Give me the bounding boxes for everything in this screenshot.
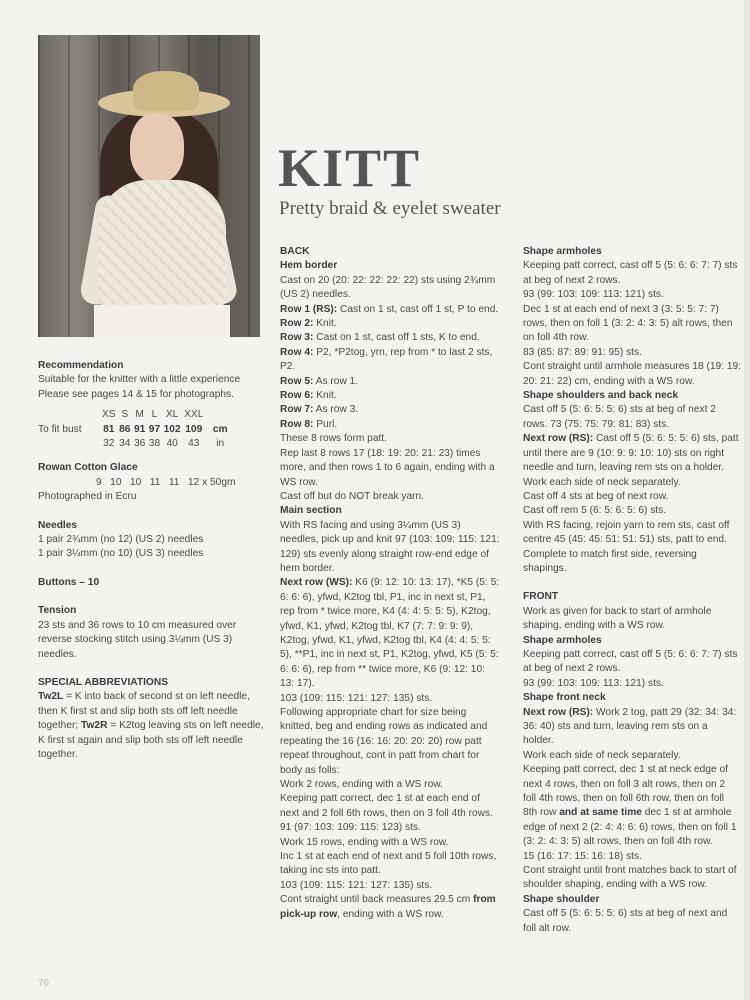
bust-in-row [38, 437, 231, 451]
row-text: Cast on 1 st, cast off 1 sts, K to end. [313, 332, 480, 344]
shaping-column [523, 245, 741, 936]
row-term: Row 4: [280, 346, 314, 358]
cont-text: Cont straight until back measures 29.5 cm [280, 894, 474, 906]
shoulders-text: Cast off rem 5 (6: 5: 6: 5: 6) sts. [523, 505, 667, 517]
main-text: Work 15 rows, ending with a WS row. [280, 836, 449, 848]
row-text: Cast on 1 st, cast off 1 st, P to end. [337, 303, 499, 315]
row-instruction [280, 331, 500, 345]
row-text: Knit. [313, 390, 337, 402]
front-neck-text: 15 (16: 17: 15: 16: 18) sts. [523, 850, 642, 862]
size-label: XXL [184, 409, 204, 421]
front-neck-heading: Shape front neck [523, 692, 606, 704]
size-label: XL [165, 409, 179, 421]
front-armholes-text: 93 (99: 103: 109: 113: 121) sts. [523, 677, 664, 689]
main-text: Following appropriate chart for size being knitted, beg and ending rows as indicated and repeating the 16 (16: 16: 20: 20: 20) row patt repeat throughout, cont in patt from chart for body as folls: [280, 707, 488, 776]
needles-heading: Needles [38, 519, 78, 531]
main-text: 91 (97: 103: 109: 115: 123) sts. [280, 822, 421, 834]
armholes-text: Cont straight until armhole measures 18 (19: 19: 20: 21: 22) cm, ending with a WS row. [523, 361, 742, 387]
shoulders-next-row [523, 432, 741, 475]
armholes-text: Keeping patt correct, cast off 5 (5: 6: 6: 7: 7) sts at beg of next 2 rows. [523, 260, 738, 286]
front-shoulder-heading: Shape shoulder [523, 893, 600, 905]
front-armholes-heading: Shape armholes [523, 634, 602, 646]
next-row-term: Next row (WS): [280, 577, 353, 589]
size-label: XS [102, 409, 116, 421]
tw2l-text: = K into back of second st on left needle, then K first st and slip both sts off left needle together; [38, 691, 250, 732]
row-instruction [280, 303, 500, 317]
back-heading: BACK [280, 246, 310, 257]
bust-in: 32 [103, 438, 115, 450]
size-table [38, 408, 231, 451]
front-intro: Work as given for back to start of armhole shaping, ending with a WS row. [523, 605, 712, 632]
row-instruction [280, 389, 500, 403]
row-term: Row 2: [280, 318, 314, 330]
recommendation-line: Please see pages 14 & 15 for photographs. [38, 388, 234, 400]
neck-bold: and at same time [559, 807, 642, 819]
tw2l-term: Tw2L [38, 691, 64, 703]
bust-in: 34 [119, 438, 131, 450]
front-neck-text: Work each side of neck separately. [523, 749, 681, 761]
in-unit: in [216, 438, 225, 450]
front-heading: FRONT [523, 591, 559, 603]
shoulders-intro: Cast off 5 (5: 6: 5: 5: 6) sts at beg of next 2 rows. 73 (75: 75: 79: 81: 83) sts. [523, 404, 716, 430]
row-instruction [280, 418, 500, 432]
bust-cm: 81 [103, 423, 115, 435]
cast-on-text: Cast on 20 (20: 22: 22: 22: 22) sts using 2¾mm (US 2) needles. [280, 274, 496, 301]
yarn-note: Photographed in Ecru [38, 491, 137, 503]
fit-label: To fit bust [38, 423, 82, 435]
row-text: Knit. [313, 318, 337, 330]
front-next-row [523, 706, 741, 749]
page-title: KITT [278, 138, 422, 198]
row-term: Row 6: [280, 390, 314, 402]
needles-line: 1 pair 3¼mm (no 10) (US 3) needles [38, 548, 204, 560]
main-text: 103 (109: 115: 121: 127: 135) sts. [280, 879, 433, 891]
abbreviations-heading: SPECIAL ABBREVIATIONS [38, 676, 168, 688]
armholes-heading: Shape armholes [523, 246, 602, 257]
row-instruction [280, 403, 500, 417]
back-column [280, 245, 500, 922]
yarn-amounts: 9 10 10 11 11 12 x 50gm [96, 476, 236, 488]
hem-text: These 8 rows form patt. [280, 433, 388, 445]
bust-cm-row [38, 423, 231, 437]
cont-end: , ending with a WS row. [337, 908, 444, 920]
neck-text-b: dec 1 st at armhole edge of next 2 (2: 4: 4: 6: 6) rows, then on foll 1 (3: 2: 4: 3: 5) alt rows, then on foll 4th row. [523, 807, 737, 848]
bust-in: 40 [166, 438, 178, 450]
bust-in: 38 [148, 438, 161, 450]
row-text: As row 3. [313, 404, 359, 416]
buttons-text: Buttons – 10 [38, 576, 100, 588]
cont-bold: from pick-up row [280, 894, 496, 920]
size-label: M [135, 409, 144, 421]
row-term: Row 7: [280, 404, 314, 416]
tw2r-term: Tw2R [81, 720, 108, 732]
size-label: L [151, 409, 158, 421]
page-number: 76 [38, 978, 50, 989]
next-row-instruction [280, 576, 500, 691]
front-armholes-text: Keeping patt correct, cast off 5 (5: 6: 6: 7: 7) sts at beg of next 2 rows. [523, 648, 738, 675]
row-term: Row 3: [280, 332, 314, 344]
bust-cm: 97 [148, 423, 161, 435]
main-text: Inc 1 st at each end of next and 5 foll 10th rows, taking inc sts into patt. [280, 851, 497, 877]
bust-cm: 102 [163, 423, 181, 435]
page-edge [744, 0, 750, 1000]
needles-line: 1 pair 2¾mm (no 12) (US 2) needles [38, 534, 204, 546]
armholes-text: Dec 1 st at each end of next 3 (3: 5: 5: 7: 7) rows, then on foll 1 (3: 2: 4: 3: 5) alt rows, then on foll 4th row. [523, 303, 733, 344]
recommendation-heading: Recommendation [38, 360, 124, 371]
size-label: S [121, 409, 129, 421]
sweater-photo [38, 35, 260, 337]
next-row-term: Next row (RS): [523, 706, 594, 718]
bust-in: 43 [188, 438, 200, 450]
size-labels-row [38, 408, 231, 422]
row-term: Row 8: [280, 418, 314, 430]
row-instruction [280, 317, 500, 331]
next-row-text: K6 (9: 12: 10: 13: 17), *K5 (5: 5: 6: 6: 6), yfwd, K2tog tbl, P1, inc in next st, P1, rep from * twice more, K4 (4: 4: 5: 5: 5), K2tog, yfwd, K1, yfwd, K2tog tbl, K7 (7: 7: 9: 9: 9), K2tog, yfwd, K1, yfwd, K2tog tbl, K4 (4: 4: 5: 5: 5), **P1, inc in next st, P1, K2tog, yfwd, K5 (5: 5: 6: 6: 6), rep from ** twice more, K6 (9: 12: 10: 13: 17). [280, 577, 500, 690]
shoulders-text: With RS facing, rejoin yarn to rem sts, cast off centre 45 (45: 45: 51: 51: 51) sts, patt to end. [523, 519, 730, 546]
next-row-text: Work 2 tog, patt 29 (32: 34: 34: 36: 40) sts and turn, leaving rem sts on a holder. [523, 706, 737, 747]
row-text: Purl. [313, 418, 338, 430]
shoulders-text: Work each side of neck separately. [523, 476, 681, 488]
bust-in: 36 [133, 438, 146, 450]
front-neck-shaping [523, 763, 741, 849]
recommendation-line: Suitable for the knitter with a little experience [38, 374, 241, 386]
main-intro: With RS facing and using 3¼mm (US 3) needles, pick up and knit 97 (103: 109: 115: 121: 129) sts evenly along straight row-end edge of hem border. [280, 519, 500, 574]
hem-text: Rep last 8 rows 17 (18: 19: 20: 21: 23) times more, and then rows 1 to 6 again, ending with a WS row. [280, 447, 495, 488]
front-shoulder-text: Cast off 5 (5: 6: 5: 5: 6) sts at beg of next and foll alt row. [523, 908, 728, 934]
bust-cm: 109 [185, 423, 203, 435]
neck-text-a: Keeping patt correct, dec 1 st at neck edge of next 4 rows, then on foll 3 alt rows, then on 2 foll 4th rows, then on foll 6th row, then on foll 8th row [523, 764, 729, 819]
info-column [38, 359, 270, 762]
main-section-heading: Main section [280, 505, 342, 517]
tw2r-text: = K2tog leaving sts on left needle, K first st again and slip both sts off left needle together. [38, 720, 264, 760]
main-text: Work 2 rows, ending with a WS row. [280, 779, 443, 791]
row-text: P2, *P2tog, yrn, rep from * to last 2 sts, P2. [280, 346, 493, 373]
tension-text: 23 sts and 36 rows to 10 cm measured over reverse stocking stitch using 3¼mm (US 3) needles. [38, 619, 237, 660]
row-instruction [280, 346, 500, 375]
shoulders-text: Complete to match first side, reversing shapings. [523, 548, 697, 574]
hem-heading: Hem border [280, 260, 338, 272]
main-text: Keeping patt correct, dec 1 st at each end of next and 2 foll 6th rows, then on 3 foll 4th rows. [280, 793, 493, 819]
main-text: 103 (109: 115: 121: 127: 135) sts. [280, 692, 433, 704]
yarn-heading: Rowan Cotton Glace [38, 462, 138, 474]
page-subtitle: Pretty braid & eyelet sweater [279, 198, 501, 219]
shoulders-heading: Shape shoulders and back neck [523, 390, 679, 402]
front-neck-text: Cont straight until front matches back to start of shoulder shaping, ending with a WS row. [523, 865, 737, 891]
cm-unit: cm [212, 423, 228, 435]
tension-heading: Tension [38, 605, 77, 617]
row-instruction [280, 375, 500, 389]
armholes-text: 83 (85: 87: 89: 91: 95) sts. [523, 346, 642, 358]
armholes-text: 93 (99: 103: 109: 113: 121) sts. [523, 289, 664, 301]
next-row-term: Next row (RS): [523, 433, 594, 445]
row-text: As row 1. [313, 375, 359, 387]
next-row-text: Cast off 5 (5: 6: 5: 5: 6) sts, patt until there are 9 (10: 9: 9: 10: 10) sts on right needle and turn, leaving rem sts on a holder. [523, 433, 739, 474]
bust-cm: 86 [119, 423, 131, 435]
abbreviations-text [38, 690, 270, 762]
row-term: Row 5: [280, 375, 314, 387]
cont-instruction [280, 893, 500, 922]
bust-cm: 91 [133, 423, 146, 435]
hem-text: Cast off but do NOT break yarn. [280, 490, 425, 502]
row-term: Row 1 (RS): [280, 303, 338, 315]
shoulders-text: Cast off 4 sts at beg of next row. [523, 490, 669, 502]
